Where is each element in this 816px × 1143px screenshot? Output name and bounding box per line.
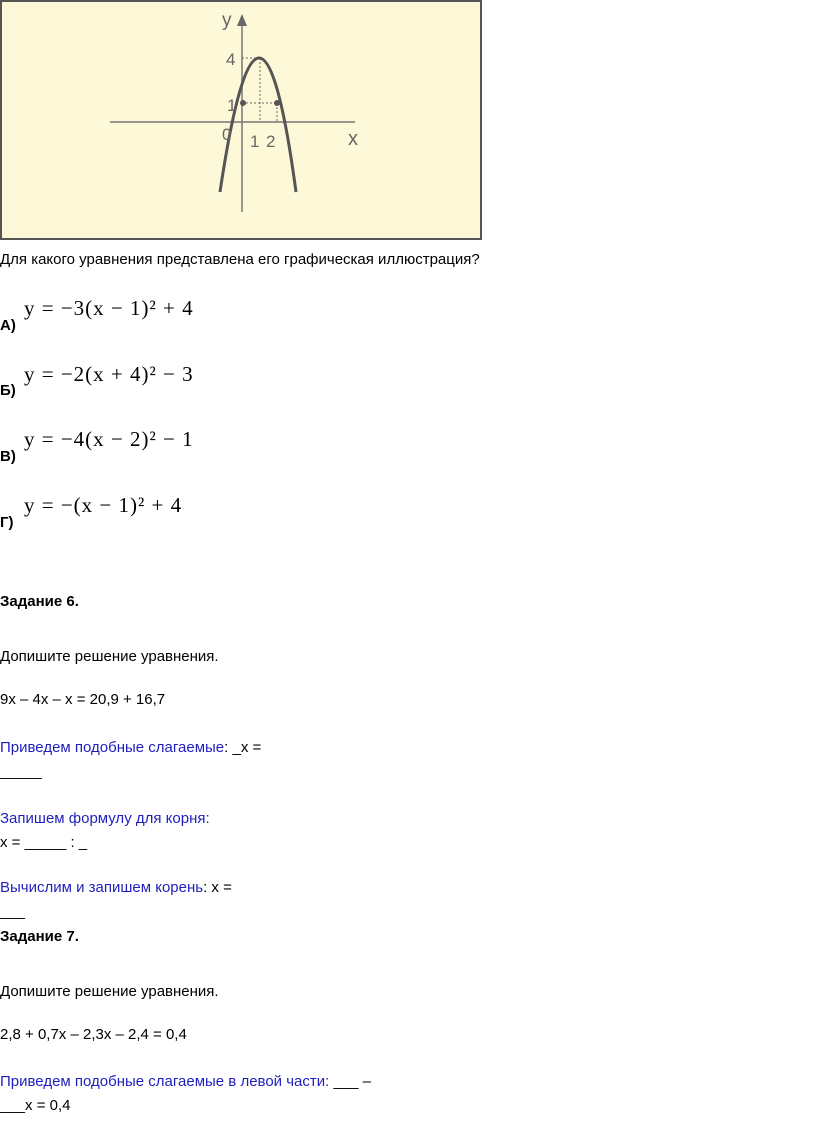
task6-step1-tail: : _x =: [224, 739, 262, 756]
task6-title: Задание 6.: [0, 593, 79, 610]
task6-step3-tail: : x =: [203, 879, 232, 896]
task7-equation: 2,8 + 0,7x – 2,3x – 2,4 = 0,4: [0, 1026, 187, 1043]
y-tick-1: 1: [227, 96, 237, 115]
point-0-1: [240, 100, 246, 106]
origin-label: 0: [222, 125, 232, 144]
x-axis-label: x: [348, 128, 358, 150]
task6-instruction: Допишите решение уравнения.: [0, 648, 219, 665]
x-tick-2: 2: [266, 132, 276, 151]
task7-title: Задание 7.: [0, 928, 79, 945]
task7-step1-label: Приведем подобные слагаемые в левой части:: [0, 1073, 330, 1090]
option-v-equation: y = −4(x − 2)² − 1: [24, 427, 194, 451]
task6-step3-label: Вычислим и запишем корень: [0, 879, 204, 896]
option-a-letter: А): [0, 317, 16, 334]
point-2-1: [274, 100, 280, 106]
graph-background: [1, 1, 481, 239]
question-text: Для какого уравнения представлена его графическая иллюстрация?: [0, 251, 480, 268]
task7-instruction: Допишите решение уравнения.: [0, 983, 219, 1000]
task6-step2-label: Запишем формулу для корня:: [0, 810, 210, 827]
x-tick-1: 1: [250, 132, 260, 151]
option-g-equation: y = −(x − 1)² + 4: [24, 493, 183, 517]
task7-step1: [0, 1073, 371, 1090]
task6-step1-label: Приведем подобные слагаемые: [0, 739, 225, 756]
task6-step2-line: x = _____ : _: [0, 834, 88, 851]
task6-step1-blank: _____: [0, 763, 42, 780]
option-a-equation: y = −3(x − 1)² + 4: [24, 296, 194, 320]
parabola-graph: [0, 0, 482, 240]
option-v-letter: В): [0, 448, 16, 465]
task7-step1-line2: ___x = 0,4: [0, 1097, 71, 1114]
y-axis-label: y: [222, 10, 232, 31]
option-b-equation: y = −2(x + 4)² − 3: [24, 362, 194, 386]
option-g-letter: Г): [0, 514, 14, 531]
y-tick-4: 4: [226, 50, 236, 69]
task6-equation: 9x – 4x – x = 20,9 + 16,7: [0, 691, 166, 708]
task6-step3-blank: ___: [0, 903, 26, 920]
task6-step3: [0, 879, 232, 896]
option-b-letter: Б): [0, 382, 16, 399]
task6-step1: [0, 739, 261, 756]
task7-step1-tail: ___ –: [333, 1073, 372, 1090]
